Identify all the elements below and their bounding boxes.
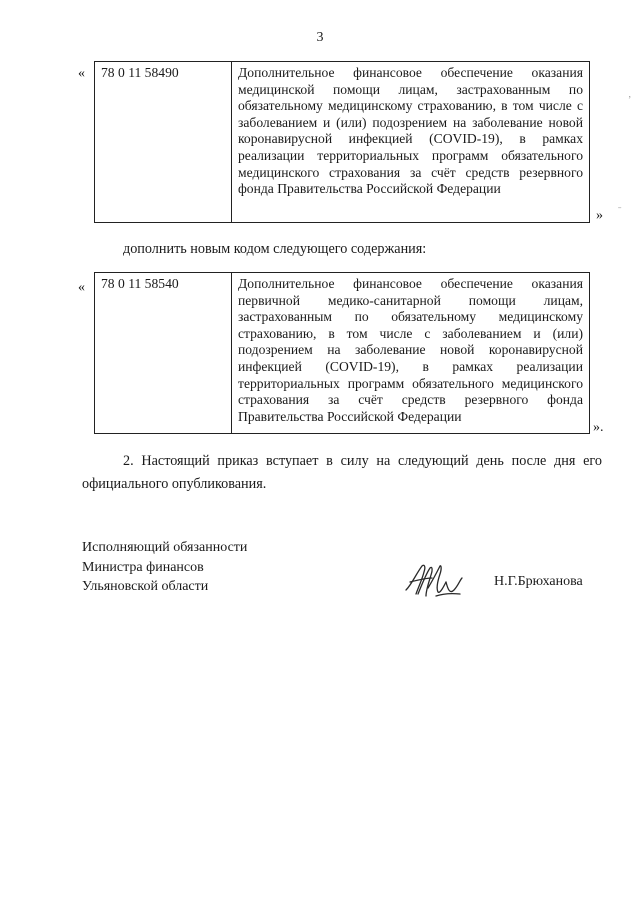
scan-mark: ʼ	[628, 95, 632, 106]
code-cell: 78 0 11 58540	[95, 273, 232, 434]
table-row	[95, 273, 590, 434]
scan-mark: ˉ	[618, 206, 622, 217]
close-quote-2: ».	[593, 420, 604, 435]
position-line-3: Ульяновской области	[82, 579, 209, 594]
description-cell: Дополнительное финансовое обеспечение оказания первичной медико-санитарной помощи лицам, застрахованным по обязательному медицинскому страхованию, в том числе с заболеванием и (или) подозрением на заболевание новой коронавирусной инфекцией (COVID-19), в рамках реализации территориальных программ обязательного медицинского страхования за счёт средств резервного фонда Правительства Российской Федерации	[232, 273, 590, 434]
open-quote-1: «	[78, 66, 85, 81]
signatory-position	[82, 538, 342, 597]
code-cell: 78 0 11 58490	[95, 62, 232, 223]
budget-code-table-2	[94, 272, 590, 434]
description-cell: Дополнительное финансовое обеспечение оказания медицинской помощи лицам, застрахованным по обязательному медицинскому страхованию, в том числе с заболеванием и (или) подозрением на заболевание новой коронавирусной инфекцией (COVID-19), в рамках реализации территориальных программ обязательного медицинского страхования за счёт средств резервного фонда Правительства Российской Федерации	[232, 62, 590, 223]
table-row	[95, 62, 590, 223]
close-quote-1: »	[596, 208, 603, 223]
budget-code-table-1	[94, 61, 590, 223]
intro-text: дополнить новым кодом следующего содержания:	[123, 241, 427, 257]
page-number: 3	[316, 30, 324, 45]
open-quote-2: «	[78, 280, 85, 295]
paragraph-2: 2. Настоящий приказ вступает в силу на следующий день после дня его официального опубликования.	[82, 453, 602, 492]
handwritten-signature	[402, 560, 468, 602]
position-line-1: Исполняющий обязанности	[82, 540, 248, 555]
position-line-2: Министра финансов	[82, 559, 204, 575]
signer-name: Н.Г.Брюханова	[494, 574, 583, 589]
